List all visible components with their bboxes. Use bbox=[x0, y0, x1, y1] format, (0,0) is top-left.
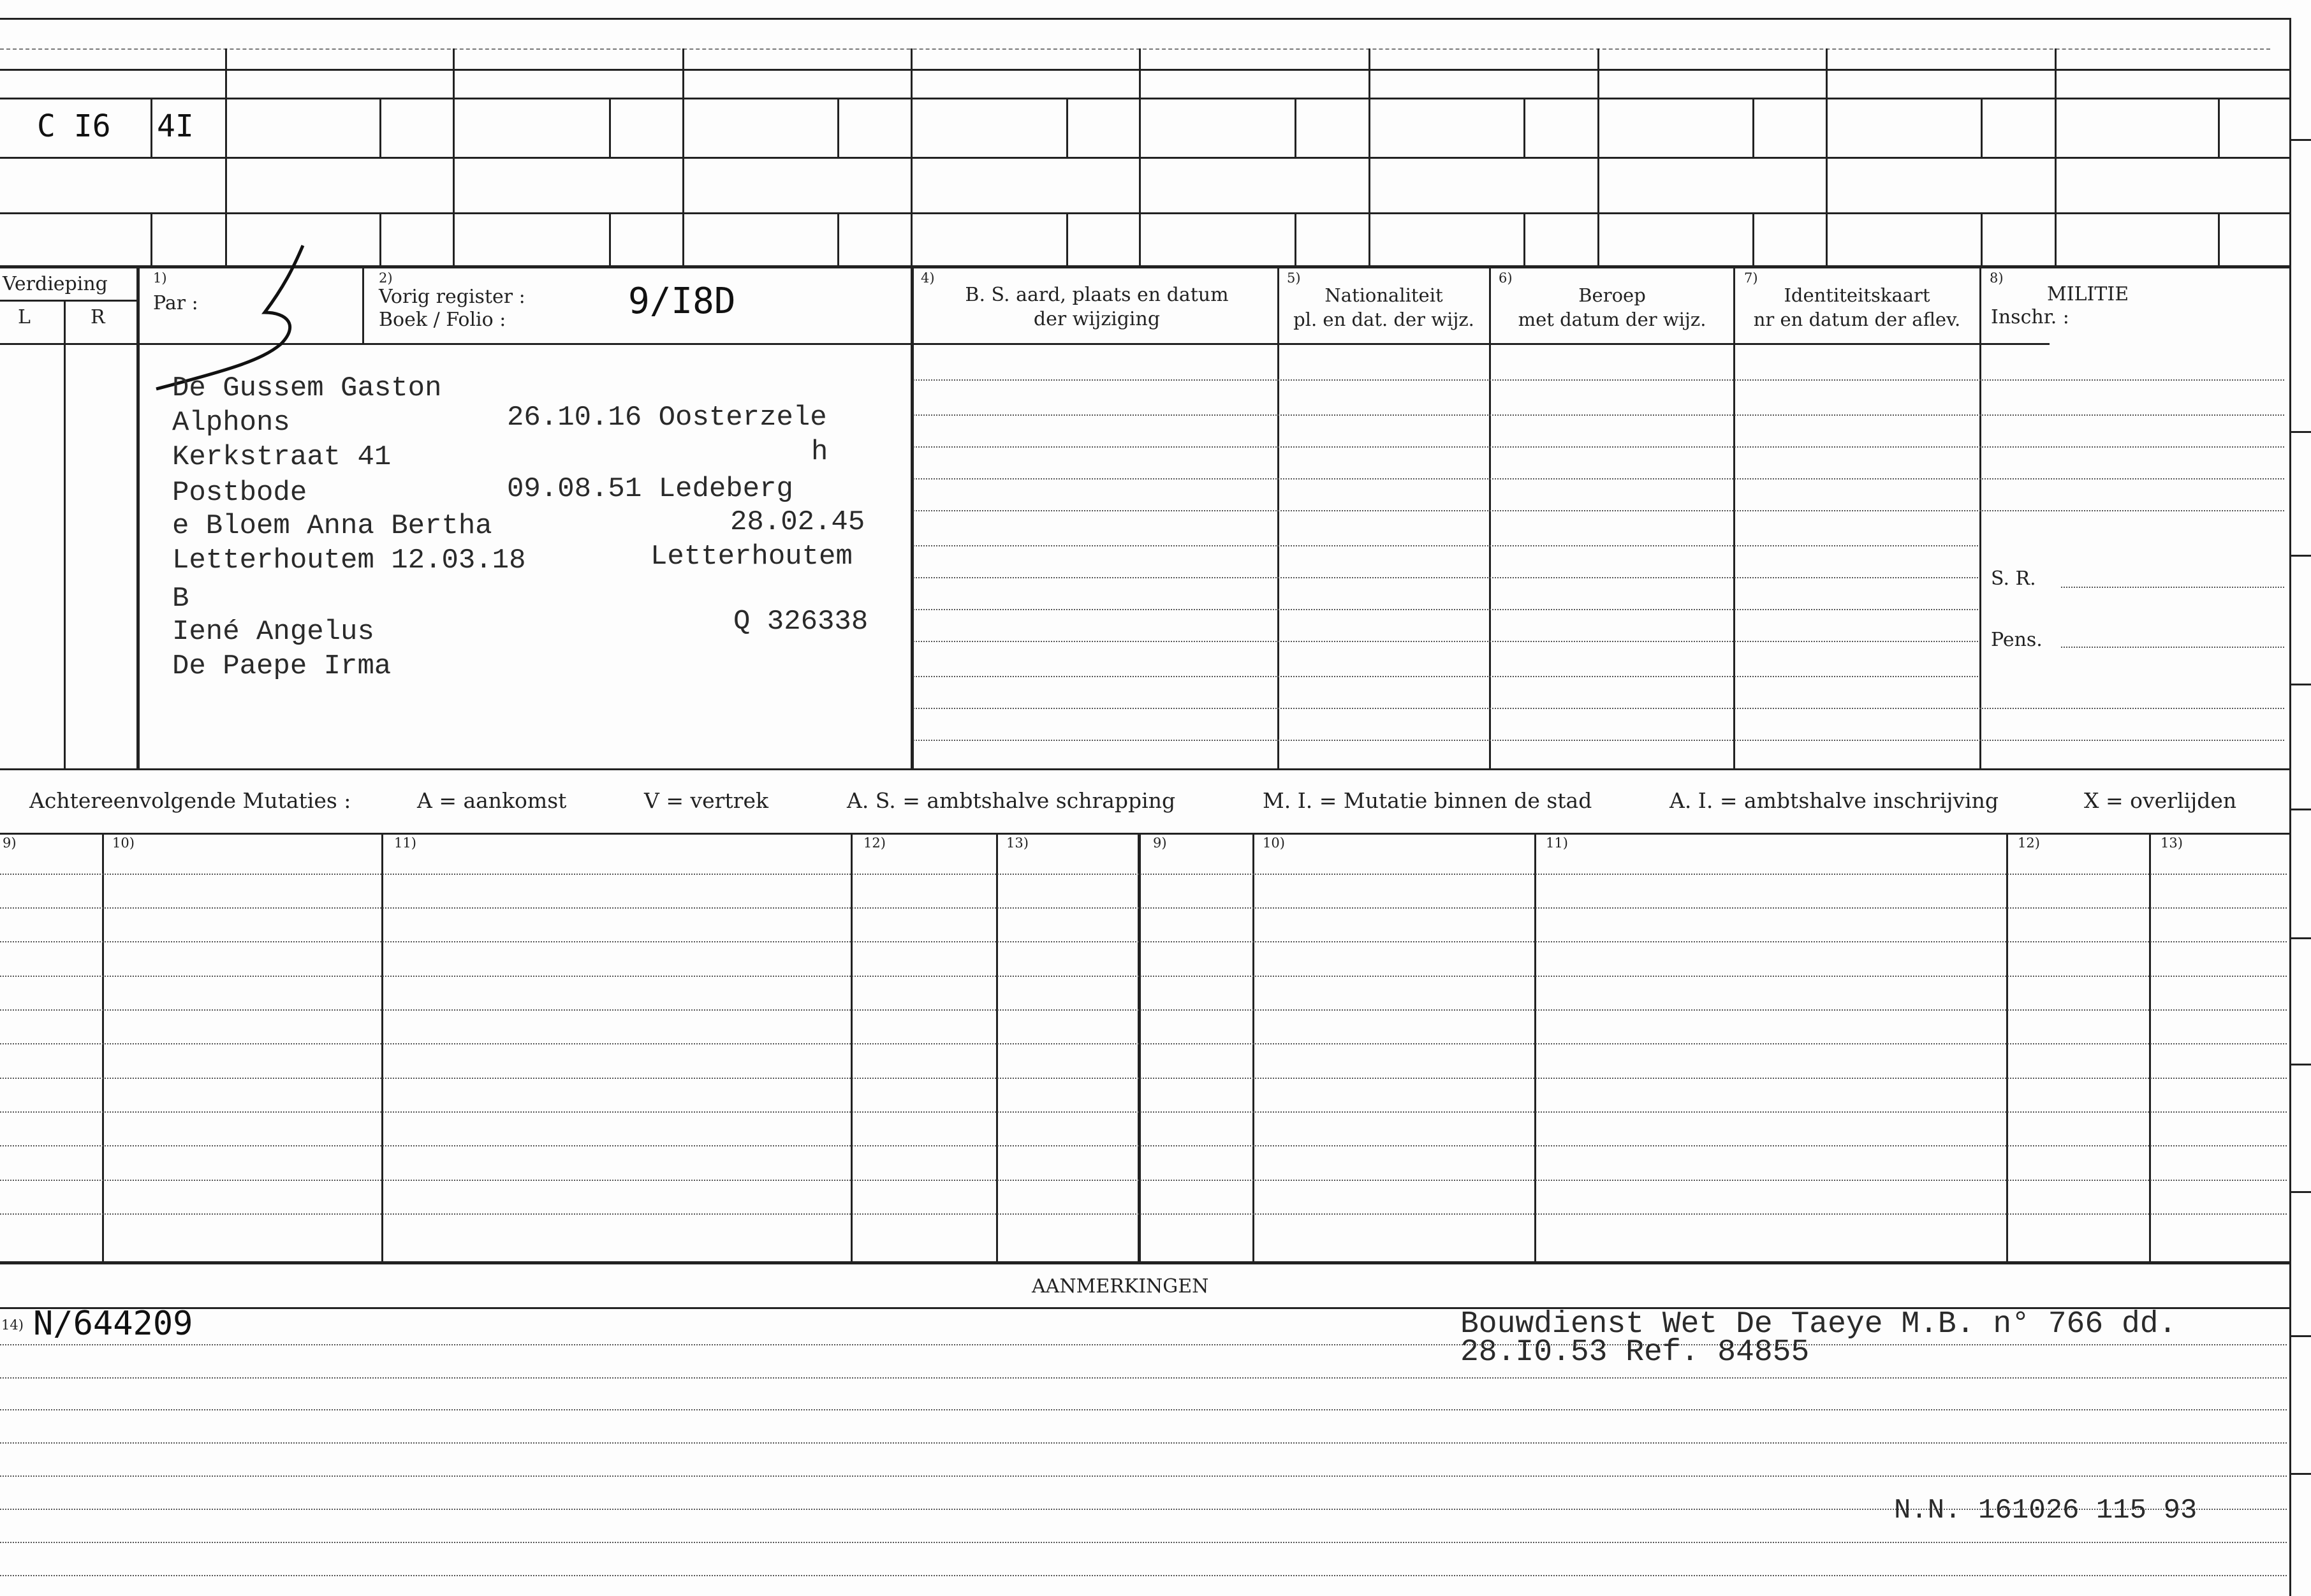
bs-right bbox=[1277, 267, 1279, 768]
id-right bbox=[1979, 267, 1981, 768]
mut-col-line bbox=[2149, 833, 2151, 1261]
legend-schrapping: A. S. = ambtshalve schrapping bbox=[847, 788, 1176, 813]
legend-vertrek: V = vertrek bbox=[644, 788, 768, 813]
mutaties-header-line bbox=[0, 833, 2289, 835]
id-line1: Identiteitskaart bbox=[1784, 284, 1930, 306]
sr-line bbox=[2061, 587, 2284, 588]
vorig-num: 2) bbox=[379, 270, 393, 286]
id-line2: nr en datum der aflev. bbox=[1753, 309, 1961, 330]
bs-line1: B. S. aard, plaats en datum bbox=[965, 284, 1229, 306]
mutaties-title: Achtereenvolgende Mutaties : bbox=[29, 788, 351, 813]
col-l-label: L bbox=[18, 306, 31, 328]
mut-left-9: 9) bbox=[3, 835, 17, 851]
l-r-divider bbox=[64, 300, 66, 768]
reference-q: Q 326338 bbox=[733, 606, 869, 638]
nat-label bbox=[1279, 283, 1488, 332]
person-line8: Iené Angelus bbox=[172, 616, 374, 648]
grid-minor bbox=[2218, 212, 2220, 267]
verdieping-right bbox=[136, 267, 140, 768]
person-marriage: 09.08.51 Ledeberg bbox=[507, 473, 793, 505]
mut-col-line bbox=[1534, 833, 1536, 1261]
id-label bbox=[1735, 283, 1979, 332]
mut-col-line bbox=[2006, 833, 2008, 1261]
row-line-1 bbox=[0, 69, 2289, 71]
grid-minor bbox=[1523, 98, 1525, 157]
person-birth: 26.10.16 Oosterzele bbox=[507, 402, 827, 434]
mut-left-11: 11) bbox=[394, 835, 416, 851]
mut-left-13: 13) bbox=[1006, 835, 1029, 851]
grid-minor bbox=[1066, 212, 1068, 267]
grid-v3 bbox=[682, 48, 684, 267]
person-line9: De Paepe Irma bbox=[172, 650, 392, 682]
grid-minor bbox=[1066, 98, 1068, 157]
mut-right-9: 9) bbox=[1153, 835, 1167, 851]
spouse-place: Letterhoutem bbox=[650, 541, 853, 573]
row-line-4 bbox=[0, 212, 2289, 214]
mil-num: 8) bbox=[1990, 270, 2004, 286]
pens-label: Pens. bbox=[1991, 629, 2043, 651]
nat-num: 5) bbox=[1287, 270, 1301, 286]
bs-line2: der wijziging bbox=[1033, 308, 1161, 330]
pens-line bbox=[2061, 647, 2284, 648]
mut-left-12: 12) bbox=[863, 835, 886, 851]
beroep-label bbox=[1491, 283, 1733, 332]
note-line1: Bouwdienst Wet De Taeye M.B. n° 766 dd. bbox=[1460, 1307, 2177, 1342]
grid-minor bbox=[1981, 212, 1983, 267]
person-line7: B bbox=[172, 583, 189, 615]
person-line5: e Bloem Anna Bertha bbox=[172, 510, 492, 542]
grid-minor bbox=[1295, 98, 1296, 157]
verdieping-label: Verdieping bbox=[3, 273, 108, 295]
mut-right-12: 12) bbox=[2018, 835, 2040, 851]
lr-bottom bbox=[0, 343, 136, 345]
reference-n: N/644209 bbox=[33, 1305, 193, 1343]
nat-right bbox=[1489, 267, 1491, 768]
verdieping-divider bbox=[0, 300, 136, 302]
sr-label: S. R. bbox=[1991, 567, 2036, 590]
national-number: N.N. 161026 115 93 bbox=[1894, 1495, 2197, 1526]
nat-line1: Nationaliteit bbox=[1324, 284, 1443, 306]
beroep-num: 6) bbox=[1499, 270, 1513, 286]
beroep-right bbox=[1733, 267, 1735, 768]
par-right bbox=[362, 267, 364, 343]
header-top-line bbox=[0, 265, 2289, 268]
mut-col-line bbox=[1138, 833, 1141, 1261]
par-num: 1) bbox=[153, 270, 167, 286]
beroep-line2: met datum der wijz. bbox=[1518, 309, 1706, 330]
legend-inschrijving: A. I. = ambtshalve inschrijving bbox=[1669, 788, 1999, 813]
right-border bbox=[2289, 18, 2291, 1596]
par-label: Par : bbox=[153, 292, 198, 314]
person-line1: De Gussem Gaston bbox=[172, 372, 442, 404]
legend-overlijden: X = overlijden bbox=[2084, 788, 2237, 813]
mut-right-10: 10) bbox=[1263, 835, 1285, 851]
grid-minor bbox=[1295, 212, 1296, 267]
aanmerkingen-num: 14) bbox=[1, 1317, 24, 1333]
grid-minor bbox=[1752, 98, 1754, 157]
row-line-3 bbox=[0, 157, 2289, 159]
militie-label: MILITIE bbox=[2047, 283, 2129, 305]
mut-left-10: 10) bbox=[112, 835, 135, 851]
grid-minor bbox=[837, 98, 839, 157]
mutaties-top-line bbox=[0, 768, 2289, 770]
top-dashed bbox=[0, 48, 2270, 50]
grid-minor bbox=[609, 212, 611, 267]
nat-line2: pl. en dat. der wijz. bbox=[1293, 309, 1474, 330]
grid-minor bbox=[1752, 212, 1754, 267]
person-line4: Postbode bbox=[172, 477, 307, 509]
register-value: 9/I8D bbox=[628, 281, 736, 322]
header-bottom-line bbox=[136, 343, 2050, 345]
grid-minor bbox=[1981, 98, 1983, 157]
mut-right-13: 13) bbox=[2161, 835, 2183, 851]
grid-minor bbox=[609, 98, 611, 157]
card-number: 4I bbox=[157, 108, 194, 144]
grid-minor bbox=[379, 98, 381, 157]
id-num: 7) bbox=[1744, 270, 1758, 286]
legend-aankomst: A = aankomst bbox=[417, 788, 567, 813]
aanmerkingen-top-line bbox=[0, 1261, 2289, 1264]
mut-col-line bbox=[102, 833, 104, 1261]
grid-v8 bbox=[1826, 48, 1828, 267]
grid-minor bbox=[379, 212, 381, 267]
grid-minor bbox=[150, 98, 152, 157]
grid-v2 bbox=[453, 48, 455, 267]
grid-minor bbox=[2218, 98, 2220, 157]
beroep-line1: Beroep bbox=[1578, 284, 1646, 306]
mut-col-line bbox=[381, 833, 383, 1261]
col-r-label: R bbox=[91, 306, 105, 328]
grid-minor bbox=[1523, 212, 1525, 267]
mut-col-line bbox=[851, 833, 853, 1261]
spouse-date: 28.02.45 bbox=[730, 506, 865, 538]
grid-v4 bbox=[911, 48, 913, 267]
boek-folio-label: Boek / Folio : bbox=[379, 309, 506, 331]
grid-v7 bbox=[1597, 48, 1599, 267]
grid-v5 bbox=[1139, 48, 1141, 267]
grid-v9 bbox=[2055, 48, 2057, 267]
inschr-label: Inschr. : bbox=[1991, 306, 2069, 328]
mut-right-11: 11) bbox=[1546, 835, 1568, 851]
top-border bbox=[0, 18, 2289, 20]
note-line2: 28.I0.53 Ref. 84855 bbox=[1460, 1335, 1810, 1370]
aanmerkingen-title: AANMERKINGEN bbox=[1032, 1275, 1209, 1298]
card-code: C I6 bbox=[37, 108, 111, 144]
vorig-register-label: Vorig register : bbox=[379, 286, 525, 308]
grid-v1 bbox=[225, 48, 227, 267]
mut-col-line bbox=[996, 833, 998, 1261]
grid-v6 bbox=[1368, 48, 1370, 267]
row-line-2 bbox=[0, 98, 2289, 99]
person-gender: h bbox=[811, 436, 828, 468]
bs-label bbox=[918, 283, 1275, 332]
person-line6: Letterhoutem 12.03.18 bbox=[172, 545, 526, 576]
legend-mutatie: M. I. = Mutatie binnen de stad bbox=[1263, 788, 1592, 813]
person-line3: Kerkstraat 41 bbox=[172, 441, 392, 473]
person-line2: Alphons bbox=[172, 407, 290, 439]
grid-minor bbox=[150, 212, 152, 267]
person-right bbox=[911, 267, 914, 768]
grid-minor bbox=[837, 212, 839, 267]
mut-col-line bbox=[1252, 833, 1254, 1261]
bs-num: 4) bbox=[921, 270, 935, 286]
